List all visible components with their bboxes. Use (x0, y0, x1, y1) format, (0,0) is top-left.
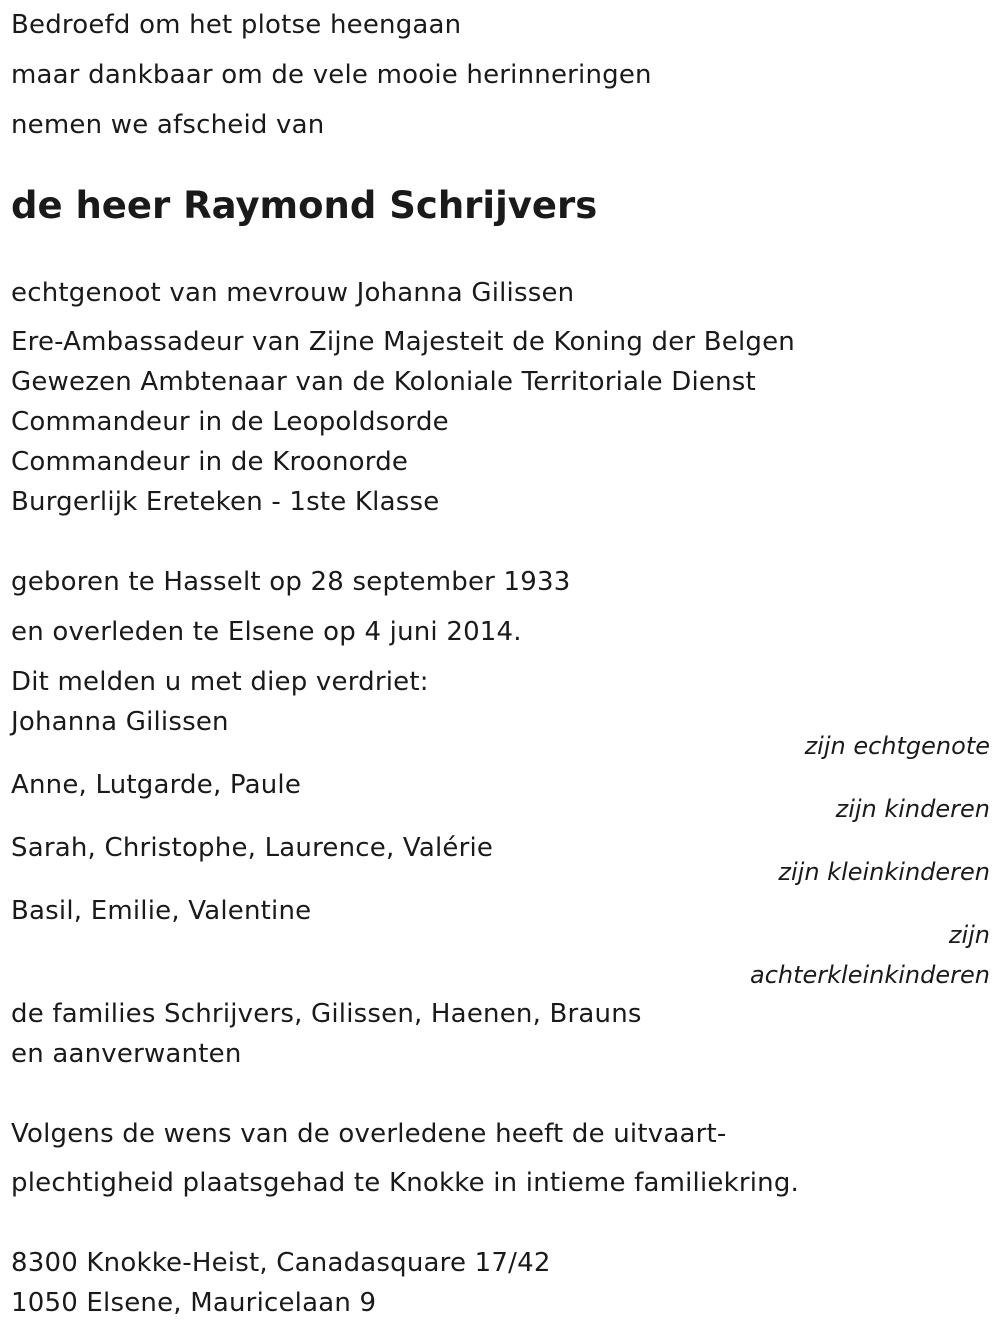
spouse-line: echtgenoot van mevrouw Johanna Gilissen (11, 278, 575, 308)
family-relation: zijn kinderen (835, 795, 990, 823)
family-names: Anne, Lutgarde, Paule (11, 770, 302, 800)
family-names: Johanna Gilissen (11, 707, 229, 737)
intro-line-2: maar dankbaar om de vele mooie herinneringen (11, 60, 652, 90)
family-names: Sarah, Christophe, Laurence, Valérie (11, 833, 494, 863)
ceremony-line-1: Volgens de wens van de overledene heeft de uitvaart- (11, 1119, 727, 1149)
title-line: Gewezen Ambtenaar van de Koloniale Territoriale Dienst (11, 367, 756, 397)
relatives-line: en aanverwanten (11, 1039, 242, 1069)
address-line: 8300 Knokke-Heist, Canadasquare 17/42 (11, 1248, 551, 1278)
birth-line: geboren te Hasselt op 28 september 1933 (11, 567, 571, 597)
announcement-intro: Dit melden u met diep verdriet: (11, 667, 429, 697)
intro-line-3: nemen we afscheid van (11, 110, 325, 140)
ceremony-line-2: plechtigheid plaatsgehad te Knokke in intieme familiekring. (11, 1168, 800, 1198)
family-names: Basil, Emilie, Valentine (11, 896, 312, 926)
deceased-name: de heer Raymond Schrijvers (11, 184, 598, 227)
title-line: Commandeur in de Leopoldsorde (11, 407, 449, 437)
title-line: Commandeur in de Kroonorde (11, 447, 409, 477)
family-relation: zijn echtgenote (804, 732, 990, 760)
title-line: Ere-Ambassadeur van Zijne Majesteit de Koning der Belgen (11, 327, 795, 357)
families-line: de families Schrijvers, Gilissen, Haenen, Brauns (11, 999, 642, 1029)
death-line: en overleden te Elsene op 4 juni 2014. (11, 617, 522, 647)
address-line: 1050 Elsene, Mauricelaan 9 (11, 1288, 377, 1318)
title-line: Burgerlijk Ereteken - 1ste Klasse (11, 487, 440, 517)
family-relation: achterkleinkinderen (750, 961, 990, 989)
family-relation: zijn kleinkinderen (778, 858, 990, 886)
intro-line-1: Bedroefd om het plotse heengaan (11, 10, 462, 40)
family-relation: zijn (948, 921, 990, 949)
